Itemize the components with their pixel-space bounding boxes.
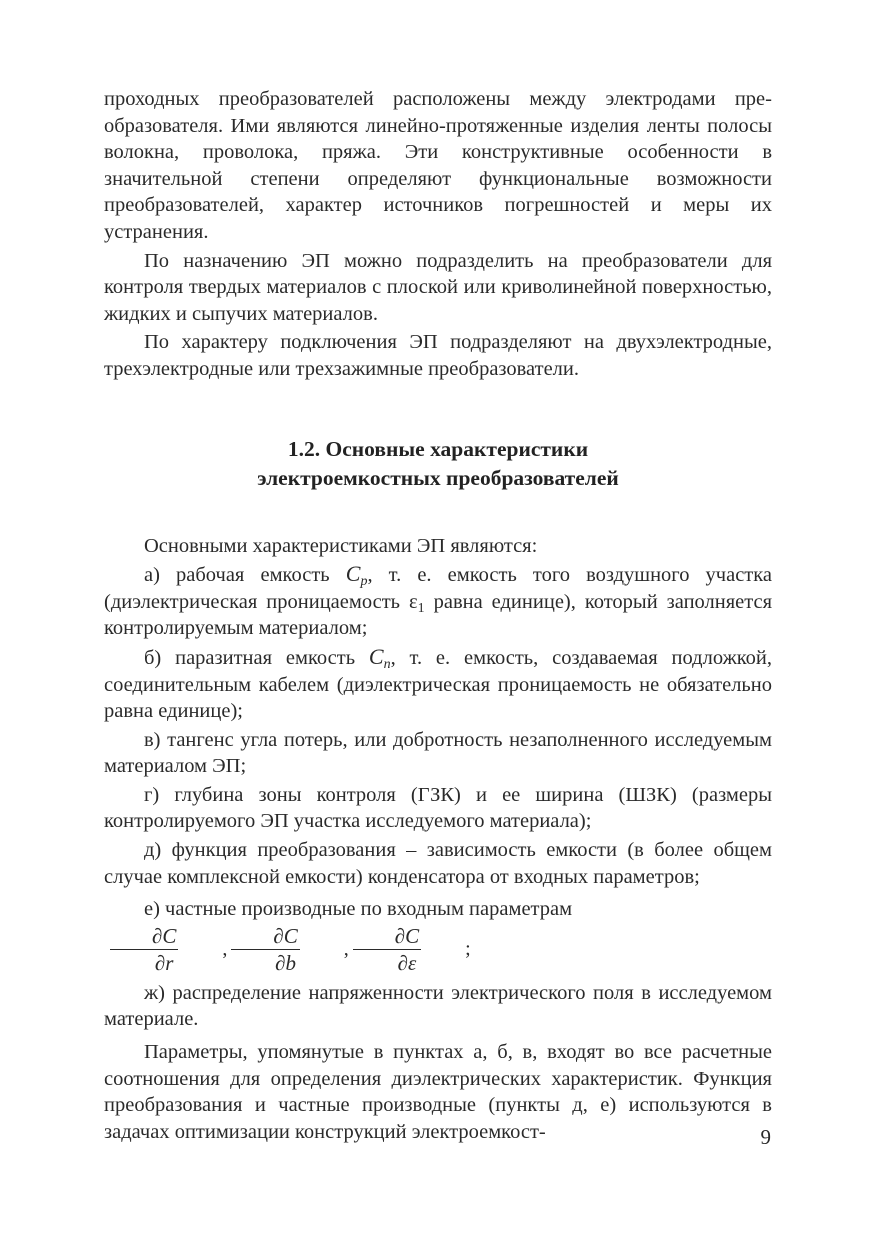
page-body: [104, 86, 772, 1145]
section-title-line-2: электроемкостных преобразователей: [257, 465, 619, 490]
paragraph-bottom: Параметры, упомянутые в пунктах а, б, в, входят во все расчетные соотношения для определения диэлектрических характеристик. Функция преобразования и частные производные (пункты д, е) используются в задачах оптимизации конструкций электроемкост-: [104, 1041, 772, 1143]
section-title-line-1: 1.2. Основные характеристики: [287, 436, 589, 461]
parasitic-capacity-symbol: $C_п$: [368, 643, 391, 672]
list-item-e: д) функция преобразования – зависимость емкости (в более общем случае комплексной емкости) конденсатора от входных параметров;: [104, 839, 772, 888]
partial-derivatives: $\frac{\partial C}{\partial r}$ , $\frac{\partial C}{\partial b}$ , $\frac{\partial C}{\partial\varepsilon}$ ;: [110, 923, 471, 976]
paragraph-3: По характеру подключения ЭП подразделяют на двухэлектродные, трехэлектродные или трехзажимные преобразователи.: [104, 331, 772, 380]
list-intro: Основными характеристиками ЭП являются:: [144, 534, 538, 557]
paragraph-2: По назначению ЭП можно подразделить на преобразователи для контроля твердых материалов с плоской или криволинейной поверхностью, жидких и сыпучих материалов.: [104, 249, 772, 325]
list-item-b: б) паразитная емкость $C_п$, т. е. емкость, создаваемая подложкой, соединительным кабелем (диэлектрическая проницаемость не обязательно равна единице);: [104, 643, 772, 723]
paragraph-1: проходных преобразователей расположены между электродами преобразователя. Ими являются линейно-протяженные изделия ленты полосы волокна, проволока, пряжа. Эти конструктивные особенности в значительной степени определяют функциональные возможности преобразователей, характер источников погрешностей и меры их устранения.: [104, 88, 772, 243]
fraction-dc-deps: $\frac{\partial C}{\partial\varepsilon}$: [353, 923, 421, 976]
list-item-c: в) тангенс угла потерь, или добротность незаполненного исследуемым материалом ЭП;: [104, 728, 772, 778]
list-item-d: г) глубина зоны контроля (ГЗК) и ее ширина (ШЗК) (размеры контролируемого ЭП участка исследуемого материала);: [104, 783, 772, 833]
list-item-g: ж) распределение напряженности электрического поля в исследуемом материале.: [104, 981, 772, 1031]
list-item-a: а) рабочая емкость $C_p$, т. е. емкость того воздушного участка (диэлектрическая проницаемость $\varepsilon_1$ равна единице), который заполняется контролируемым материалом;: [104, 561, 773, 640]
fraction-dc-dr: $\frac{\partial C}{\partial r}$: [110, 923, 178, 976]
epsilon-symbol: $\varepsilon_1$: [409, 590, 425, 616]
working-capacity-symbol: $C_p$: [345, 561, 368, 590]
section-heading: [104, 435, 772, 493]
list-item-f: е) частные производные по входным параметрам $\frac{\partial C}{\partial r}$ , $\frac{\partial C}{\partial b}$ , $\frac{\partial C}{\partial\varepsilon}$ ;: [104, 896, 772, 976]
fraction-dc-db: $\frac{\partial C}{\partial b}$: [231, 923, 299, 976]
page-number: 9: [760, 1125, 771, 1149]
